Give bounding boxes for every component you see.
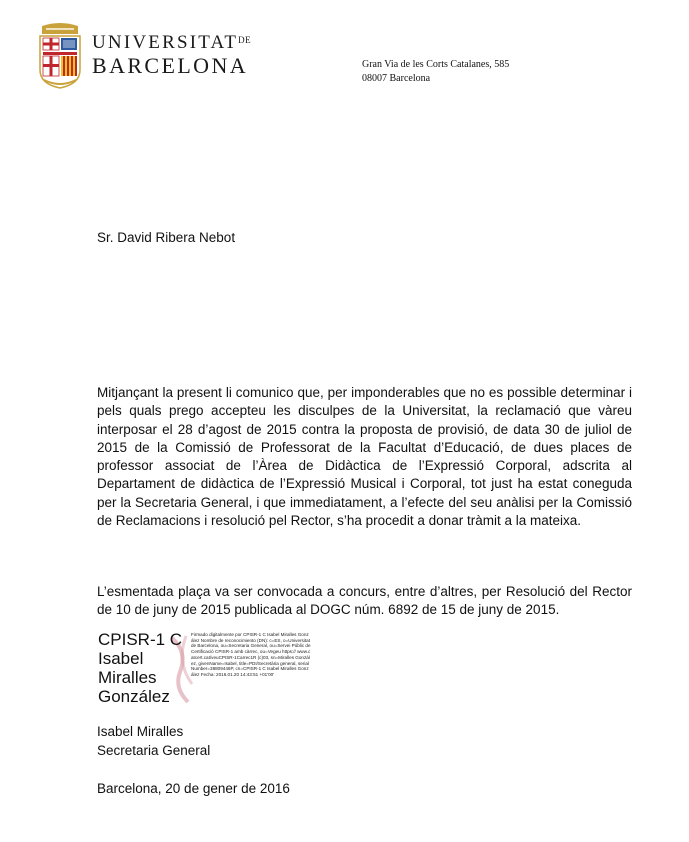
wordmark-universitat: UNIVERSITAT [92,32,239,53]
wordmark-de: DE [238,35,252,45]
signature-line-1: CPISR-1 C [98,630,183,649]
university-wordmark [92,29,251,78]
signature-name [98,630,194,706]
address-city: 08007 Barcelona [362,73,431,84]
signature-line-2: Isabel [98,649,144,668]
signature-line-3: Miralles [98,668,157,687]
recipient: Sr. David Ribera Nebot [97,230,236,245]
letter-paragraph-1: Mitjançant la present li comunico que, per imponderables que no es possible determinar i pels quals prego accepteu les disculpes de la Universitat, la reclamació que vàreu interposar el 28 d’agost de 2015 contra la proposta de provisió, de data 30 de juliol de 2015 de la Comissió de Professorat de la Facultat d’Educació, de dues places de professor associat de l’Àrea de Didàctica de l’Expressió Corporal, adscrita al Departament de didàctica de l’Expressió Musical i Corporal, tot just ha estat coneguda per la Secretaria General, i que immediatament, a l’efecte del seu anàlisi per la Comissió de Reclamacions i resolució pel Rector, s’ha procedit a donar tràmit a la mateixa. [97,385,632,529]
letter-paragraph-2: L’esmentada plaça va ser convocada a concurs, entre d’altres, per Resolució del Rector de 10 de juny de 2015 publicada al DOGC núm. 6892 de 15 de juny de 2015. [97,584,632,618]
signature-details: Firmado digitalmente por CPISR-1 C Isabel Miralles González Nombre de reconocimiento (DN): c=ES, o=Universitat de Barcelona, ou=Secretaria General, ou=Servei Públic de Certificació CPISR-1 amb càrrec, ou=Vegeu https:// www.catcert.cat/veuCPISR-1Carrec1R (c)03, sn=Miralles González, givenName=Isabel, title=PDI/Secretària general, serialNumber=38809446P, cn=CPISR-1 C Isabel Miralles González Fecha: 2016.01.20 14:43:51 +01'00' [191,632,311,677]
address-street: Gran Via de les Corts Catalanes, 585 [362,59,510,70]
university-coat-of-arms-icon [38,22,82,90]
wordmark-line1 [92,29,251,54]
signer-block [97,722,210,760]
signer-title: Secretaria General [97,743,211,758]
sender-address [362,58,509,86]
digital-signature [98,630,338,714]
wordmark-barcelona: BARCELONA [92,53,249,78]
signature-line-4: González [98,687,170,706]
place-date: Barcelona, 20 de gener de 2016 [97,781,290,796]
signer-name: Isabel Miralles [97,724,184,739]
